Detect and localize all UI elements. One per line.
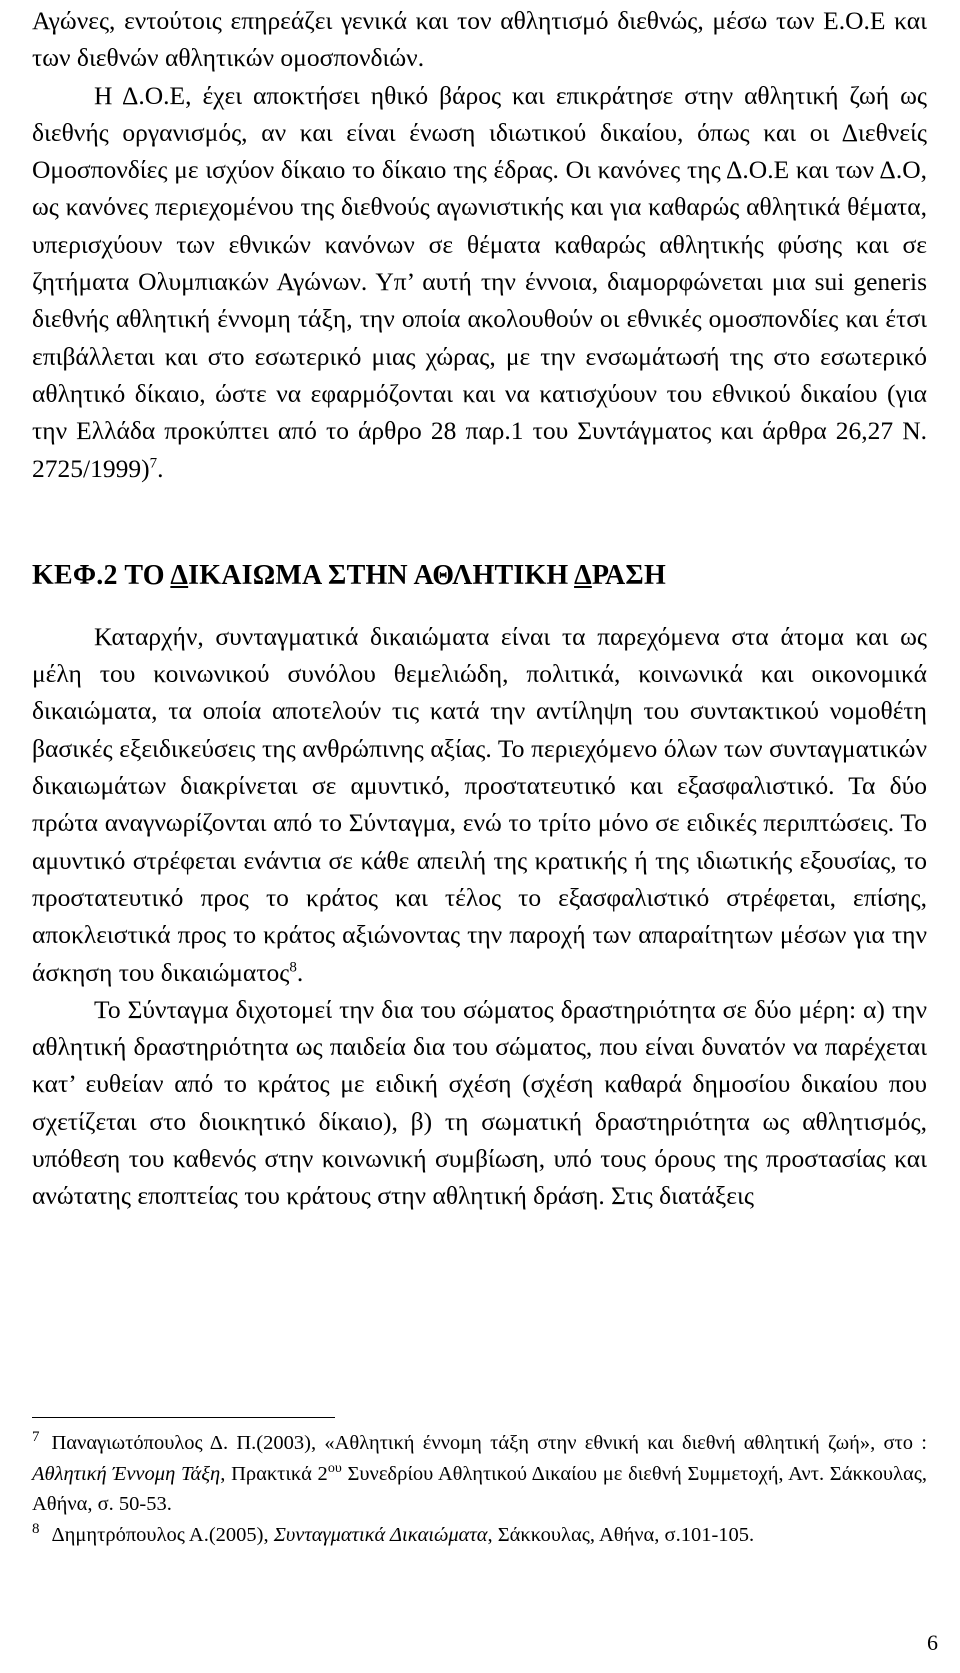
chapter-heading [32,556,927,596]
paragraph-text: Η Δ.Ο.Ε, έχει αποκτήσει ηθικό βάρος και επικράτησε στην αθλητική ζωή ως διεθνής οργανισμός, αν και είναι ένωση ιδιωτικού δικαίου, όπως και οι Διεθνείς Ομοσπονδίες με ισχύον δίκαιο το δίκαιο της έδρας. Οι κανόνες της Δ.Ο.Ε και των Δ.Ο, ως κανόνες περιεχομένου της διεθνούς αγωνιστικής και για καθαρώς αθλητικά θέματα, υπερισχύουν των εθνικών κανόνων σε θέματα καθαρώς αθλητικής φύσης και σε ζητήματα Ολυμπιακών Αγώνων. Υπ’ αυτή την έννοια, διαμορφώνεται μια sui generis διεθνής αθλητική έννομη τάξη, την οποία ακολουθούν οι εθνικές ομοσπονδίες και έτσι επιβάλλεται και στο εσωτερικό μιας χώρας, με την ενσωμάτωσή της στο εσωτερικό αθλητικό δίκαιο, ώστε να εφαρμόζονται και να κατισχύουν του εθνικού δικαίου (για την Ελλάδα προκύπτει από το άρθρο 28 παρ.1 του Συντάγματος και άρθρα 26,27 Ν. 2725/1999) [32,80,927,483]
footnote-text: , Σάκκουλας, Αθήνα, σ.101-105. [487,1523,755,1546]
footnote-text: Παναγιωτόπουλος Δ. Π.(2003), «Αθλητική έννομη τάξη στην εθνική και διεθνή αθλητική ζωή», στο : [51,1432,927,1454]
paragraph-rights [32,618,927,991]
heading-part: ΚΕΦ.2 ΤΟ [32,559,171,591]
heading-part-underlined: Δ [574,559,592,591]
paragraph-constitution [32,991,927,1215]
footnote-ref-7[interactable]: 7 [149,455,158,472]
footnote-text: Δημητρόπουλος Α.(2005), [51,1523,274,1546]
footnotes [32,1428,927,1550]
paragraph-text: Το Σύνταγμα διχοτομεί την δια του σώματος δραστηριότητα σε δύο μέρη: α) την αθλητική δραστηριότητα ως παιδεία δια του σώματος, που είναι δυνατόν να παρέχεται κατ’ ευθείαν από το κράτος με ειδική σχέση (σχέση καθαρά δημοσίου δικαίου που σχετίζεται στο διοικητικό δίκαιο), β) τη σωματική δραστηριότητα ως αθλητισμός, υπόθεση του καθενός στην κοινωνική συμβίωση, υπό τους όρους της προστασίας και ανώτατης εποπτείας του κράτους στην αθλητική δράση. Στις διατάξεις [32,994,927,1211]
footnote-8 [32,1520,927,1551]
heading-part-underlined: Δ [170,559,189,591]
footnote-mark: 8 [32,1520,40,1537]
paragraph-text: Αγώνες, εντούτοις επηρεάζει γενικά και τον αθλητισμό διεθνώς, μέσω των Ε.Ο.Ε και των διεθνών αθλητικών ομοσπονδιών. [32,6,927,73]
paragraph-doe [32,77,927,487]
footnote-7 [32,1428,927,1520]
footnote-text: Συνεδρίου Αθλητικού Δικαίου με διεθνή Συμμετοχή, Αντ. Σάκκουλας, Αθήνα, σ. 50-53. [32,1462,927,1515]
footnote-separator [32,1417,335,1418]
paragraph-text-end: . [296,957,304,987]
heading-part: ΡΑΣΗ [591,559,666,591]
footnote-superscript: ου [327,1460,342,1476]
footnote-mark: 7 [32,1429,40,1446]
footnote-ref-8[interactable]: 8 [289,959,297,976]
footnote-title: Συνταγματικά Δικαιώματα [273,1523,488,1546]
paragraph-text: Καταρχήν, συνταγματικά δικαιώματα είναι τα παρεχόμενα στα άτομα και ως μέλη του κοινωνικού συνόλου θεμελιώδη, πολιτικά, κοινωνικά και οικονομικά δικαιώματα, τα οποία αποτελούν τις κατά την αντίληψη του συντακτικού νομοθέτη βασικές εξειδικεύσεις της ανθρώπινης αξίας. Το περιεχόμενο όλων των συνταγματικών δικαιωμάτων διακρίνεται σε αμυντικό, προστατευτικό και εξασφαλιστικό. Τα δύο πρώτα αναγνωρίζονται από το Σύνταγμα, ενώ το τρίτο μόνο σε ειδικές περιπτώσεις. Το αμυντικό στρέφεται ενάντια σε κάθε απειλή της κρατικής ή της ιδιωτικής εξουσίας, το προστατευτικό προς το κράτος και τέλος το εξασφαλιστικό στρέφεται, επίσης, αποκλειστικά προς το κράτος αξιώνοντας την παροχή των απαραίτητων μέσων για την άσκηση του δικαιώματος [32,621,927,987]
paragraph-continuation [32,2,927,77]
footnote-title: Αθλητική Έννομη Τάξη [32,1462,221,1485]
page-number: 6 [927,1630,938,1655]
paragraph-text-end: . [157,453,164,483]
footnote-text: , Πρακτικά 2 [220,1462,328,1485]
heading-part: ΙΚΑΙΩΜΑ ΣΤΗΝ ΑΘΛΗΤΙΚΗ [188,559,575,591]
